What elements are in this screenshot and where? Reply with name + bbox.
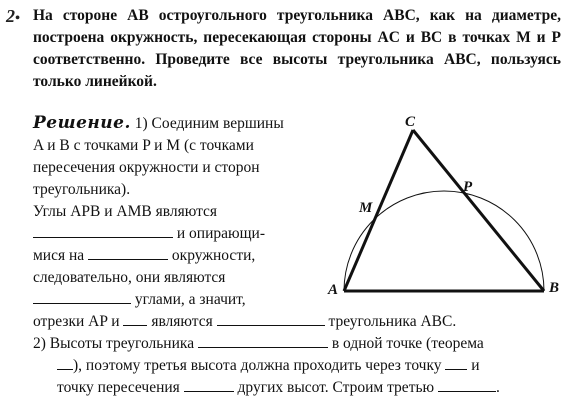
solution-text-11b: в одной точке (теорема: [331, 335, 484, 352]
problem-number-dot: •: [15, 11, 20, 26]
solution-line-12: [57, 355, 480, 376]
solution-text-10a: отрезки AP и: [33, 313, 120, 330]
side-ac: [344, 130, 413, 291]
side-bc: [413, 130, 544, 291]
solution-line-7: [33, 245, 255, 266]
solution-line-8: следовательно, они являются: [33, 269, 226, 286]
answer-blank-5[interactable]: [217, 311, 325, 326]
answer-blank-3[interactable]: [33, 289, 131, 304]
solution-text-10b: являются: [151, 313, 213, 330]
solution-line-5: Углы APB и AMB являются: [33, 203, 218, 220]
problem-number-value: 2: [6, 6, 15, 26]
solution-line-11: [33, 333, 484, 354]
label-b: B: [549, 280, 560, 296]
solution-text-7b: окружности,: [171, 247, 256, 264]
solution-text-13c: .: [496, 379, 500, 396]
solution-text-12a: ), поэтому третья высота должна проходить через точку: [73, 357, 442, 374]
solution-text-9: углами, а значит,: [134, 291, 246, 308]
solution-label: Решение.: [33, 113, 131, 133]
solution-line-9: [33, 289, 246, 310]
solution-text-1: 1) Соединим вершины: [134, 115, 284, 132]
label-c: C: [405, 114, 416, 130]
solution-line-3: пересечения окружности и сторон: [33, 159, 260, 176]
solution-text-12b: и: [471, 357, 480, 374]
label-p: P: [463, 179, 473, 195]
answer-blank-8[interactable]: [445, 355, 467, 370]
label-a: A: [328, 282, 339, 298]
answer-blank-1[interactable]: [33, 223, 173, 238]
triangle-circle-figure: [320, 108, 560, 308]
answer-blank-10[interactable]: [438, 377, 496, 392]
solution-text-11a: 2) Высоты треугольника: [33, 335, 195, 352]
problem-number: [6, 6, 20, 27]
solution-line-1: [33, 113, 284, 134]
diameter-semicircle: [344, 191, 544, 291]
answer-blank-4[interactable]: [123, 311, 147, 326]
answer-blank-9[interactable]: [184, 377, 234, 392]
solution-line-6: [33, 223, 265, 244]
answer-blank-7[interactable]: [57, 355, 73, 370]
problem-statement: На стороне AB остроугольного треугольника ABC, как на диаметре, построена окружность, пересекающая стороны AC и BC в точках M и P соответственно. Проведите все высоты треугольника ABC, пользуясь только линейкой.: [33, 7, 561, 90]
solution-line-13: [57, 377, 500, 398]
answer-blank-6[interactable]: [198, 333, 328, 348]
answer-blank-2[interactable]: [88, 245, 168, 260]
solution-text-10c: треугольника ABC.: [328, 313, 457, 330]
solution-text-13b: других высот. Строим третью: [237, 379, 435, 396]
solution-text-6: и опирающи-: [176, 225, 265, 242]
solution-line-2: A и B с точками P и M (с точками: [33, 137, 254, 154]
label-m: M: [359, 200, 373, 216]
solution-line-10: [33, 311, 456, 332]
solution-line-4: треугольника).: [33, 181, 131, 198]
solution-text-13a: точку пересечения: [57, 379, 180, 396]
solution-text-7a: мися на: [33, 247, 85, 264]
